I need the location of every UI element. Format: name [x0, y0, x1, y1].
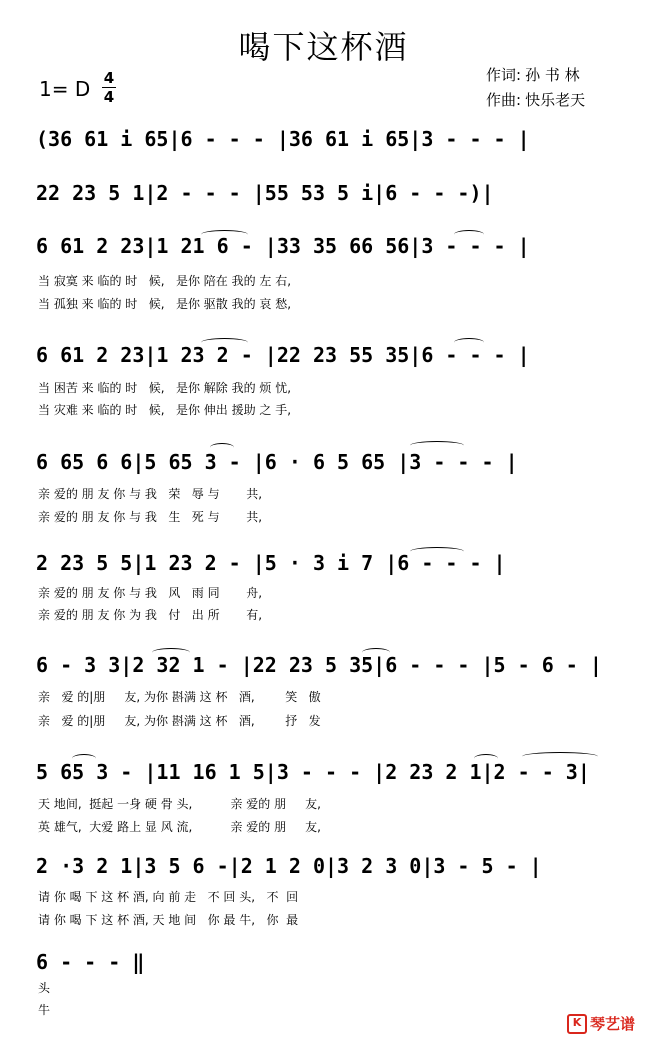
lyric-row-5-verse-1: 亲 爱的 朋 友 你 与 我 荣 辱 与 共, [38, 487, 263, 501]
notation-row-2: 22 23 5 1|2 - - - |55 53 5 i|6 - - -)| [36, 181, 494, 205]
composer-credit [482, 89, 585, 110]
notation-row-6: 2 23 5 5|1 23 2 - |5 · 3 i 7 |6 - - - | [36, 551, 506, 575]
slur-mark [522, 752, 598, 761]
key-signature: 1= D [39, 77, 91, 101]
lyric-row-7-verse-1: 亲 爱 的|朋 友, 为你 斟满 这 杯 酒, 笑 傲 [38, 690, 321, 704]
notation-row-8: 5 65 3 - |11 16 1 5|3 - - - |2 23 2 1|2 - - 3| [36, 760, 590, 784]
lyricist-credit [482, 64, 580, 85]
slur-mark [201, 230, 248, 239]
lyric-row-6-verse-1: 亲 爱的 朋 友 你 与 我 风 雨 同 舟, [38, 586, 263, 600]
lyric-row-5-verse-2: 亲 爱的 朋 友 你 与 我 生 死 与 共, [38, 510, 263, 524]
time-signature [101, 70, 117, 105]
lyric-row-8-verse-1: 天 地间, 挺起 一身 硬 骨 头, 亲 爱的 朋 友, [38, 797, 321, 811]
slur-mark [454, 338, 484, 347]
notation-row-3: 6 61 2 23|1 21 6 - |33 35 66 56|3 - - - | [36, 234, 530, 258]
time-signature-top: 4 [103, 69, 115, 87]
notation-row-7: 6 - 3 3|2 32 1 - |22 23 5 35|6 - - - |5 - 6 - | [36, 653, 602, 677]
notation-row-5: 6 65 6 6|5 65 3 - |6 · 6 5 65 |3 - - - | [36, 450, 518, 474]
lyric-row-3-verse-2: 当 孤独 来 临的 时 候, 是你 驱散 我的 哀 愁, [38, 297, 292, 311]
lyricist-label: 作词: [486, 66, 522, 84]
lyric-row-4-verse-1: 当 困苦 来 临的 时 候, 是你 解除 我的 烦 忧, [38, 381, 292, 395]
notation-row-9: 2 ·3 2 1|3 5 6 -|2 1 2 0|3 2 3 0|3 - 5 - | [36, 854, 542, 878]
slur-mark [410, 547, 464, 556]
slur-mark [474, 754, 498, 763]
lyric-row-9-verse-2: 请 你 喝 下 这 杯 酒, 天 地 间 你 最 牛, 你 最 [38, 913, 299, 927]
lyric-row-3-verse-1: 当 寂寞 来 临的 时 候, 是你 陪在 我的 左 右, [38, 274, 292, 288]
time-signature-bottom: 4 [103, 88, 115, 106]
slur-mark [454, 230, 484, 239]
slur-mark [152, 648, 190, 657]
song-title: 喝下这杯酒 [238, 28, 409, 66]
composer-label: 作曲: [486, 91, 522, 109]
logo-text: 琴艺谱 [589, 1015, 635, 1033]
composer-name: 快乐老天 [525, 91, 586, 109]
notation-row-4: 6 61 2 23|1 23 2 - |22 23 55 35|6 - - - | [36, 343, 530, 367]
notation-row-10: 6 - - - ‖ [36, 950, 145, 974]
lyric-row-4-verse-2: 当 灾难 来 临的 时 候, 是你 伸出 援助 之 手, [38, 403, 292, 417]
slur-mark [72, 754, 96, 763]
lyric-row-9-verse-1: 请 你 喝 下 这 杯 酒, 向 前 走 不 回 头, 不 回 [38, 890, 299, 904]
lyricist-name: 孙 书 林 [525, 66, 580, 84]
lyric-row-10-verse-1: 头 [38, 981, 51, 995]
lyric-row-8-verse-2: 英 雄气, 大爱 路上 显 风 流, 亲 爱的 朋 友, [38, 820, 321, 834]
slur-mark [201, 338, 248, 347]
slur-mark [210, 443, 234, 452]
logo-mark-icon: K [567, 1014, 587, 1034]
slur-mark [410, 441, 464, 450]
notation-row-1: (36 61 i 65|6 - - - |36 61 i 65|3 - - - | [36, 127, 530, 151]
slur-mark [362, 648, 390, 657]
lyric-row-7-verse-2: 亲 爱 的|朋 友, 为你 斟满 这 杯 酒, 抒 发 [38, 714, 321, 728]
lyric-row-10-verse-2: 牛 [38, 1003, 51, 1017]
site-logo [567, 1013, 635, 1034]
lyric-row-6-verse-2: 亲 爱的 朋 友 你 为 我 付 出 所 有, [38, 608, 263, 622]
